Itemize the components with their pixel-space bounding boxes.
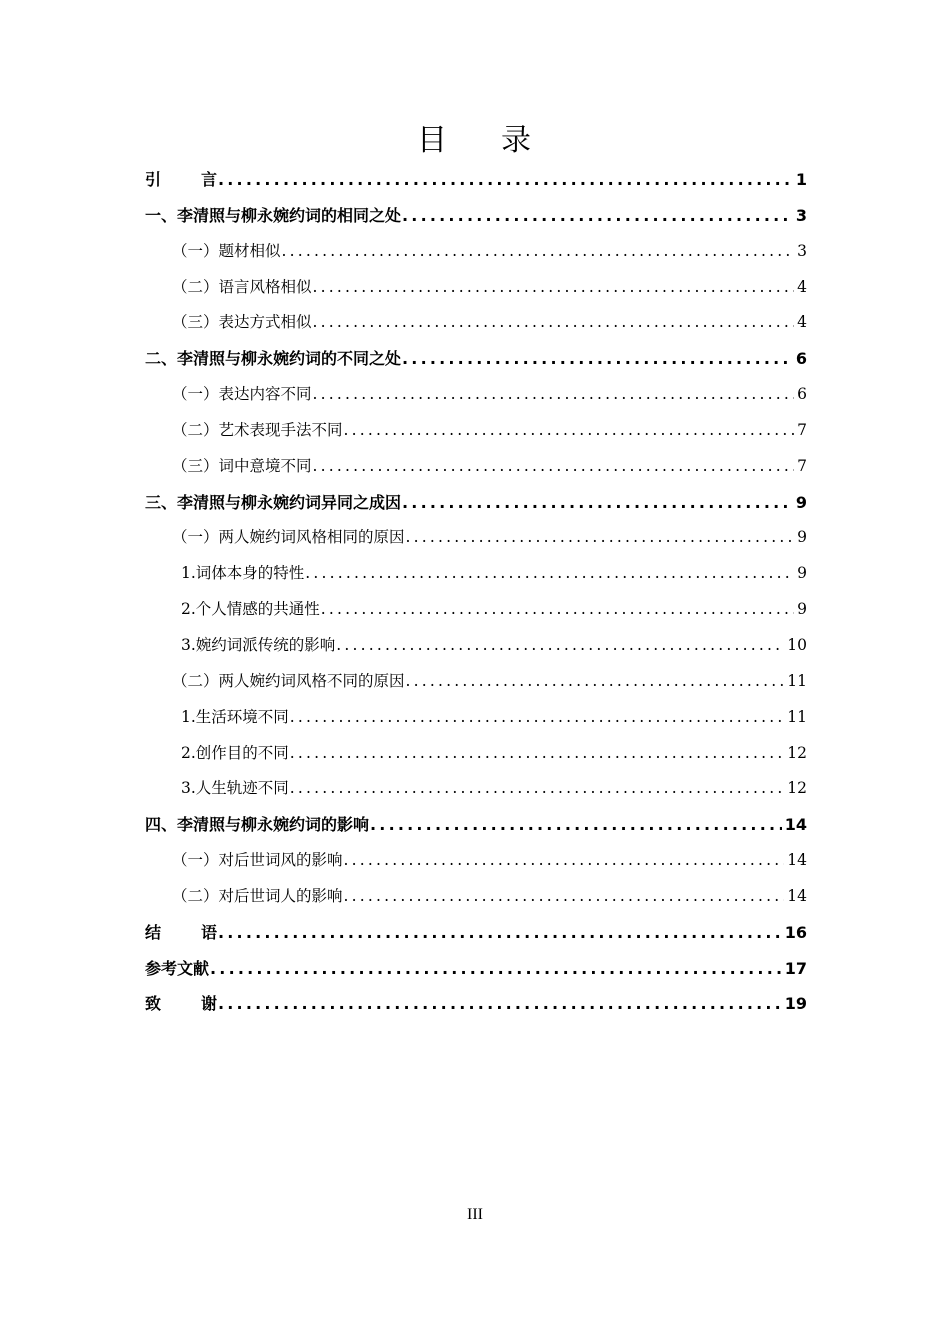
toc-entry[interactable] [145, 556, 807, 592]
toc-entry[interactable] [145, 951, 807, 987]
dot-leader [344, 843, 785, 879]
toc-entry-label-char: 语 [200, 922, 217, 942]
dot-leader [402, 485, 793, 521]
toc-entry-page-number: 11 [787, 671, 807, 690]
toc-entry-label [145, 986, 217, 1022]
toc-entry-page-number: 16 [784, 922, 807, 942]
toc-entry-label-char: 引 [145, 170, 162, 189]
toc-entry-label: 1.生活环境不同 [181, 707, 289, 726]
toc-entry-label-char: 言 [200, 170, 217, 189]
toc-entry-page-number: 9 [795, 492, 807, 512]
dot-leader [290, 700, 784, 736]
title-char-1: 目 [417, 123, 449, 158]
toc-entry-label: （一）表达内容不同 [172, 385, 312, 404]
toc-entry[interactable] [145, 664, 807, 700]
toc-entry[interactable] [145, 879, 807, 915]
dot-leader [218, 986, 782, 1022]
toc-entry-page-number: 9 [797, 528, 807, 547]
toc-entry-label: （三）词中意境不同 [172, 456, 312, 475]
dot-leader [290, 771, 784, 807]
toc-entry[interactable] [145, 915, 807, 951]
toc-entry-page-number: 19 [784, 994, 807, 1014]
toc-entry[interactable] [145, 485, 807, 521]
toc-entry-label-char: 谢 [200, 994, 217, 1014]
dot-leader [218, 915, 782, 951]
dot-leader [290, 736, 784, 772]
dot-leader [313, 305, 795, 341]
toc-entry-page-number: 12 [787, 779, 807, 798]
toc-entry-label: （二）对后世词人的影响 [172, 886, 343, 905]
toc-entry-page-number: 1 [795, 170, 807, 189]
toc-entry[interactable] [145, 162, 807, 198]
toc-entry[interactable] [145, 736, 807, 772]
dot-leader [321, 592, 794, 628]
toc-entry[interactable] [145, 234, 807, 270]
toc-entry[interactable] [145, 986, 807, 1022]
toc-entry-label: 1.词体本身的特性 [181, 564, 305, 583]
toc-entry-page-number: 9 [797, 600, 807, 619]
toc-entry-page-number: 3 [795, 205, 807, 225]
toc-entry-label: （二）两人婉约词风格不同的原因 [172, 671, 405, 690]
toc-entry-page-number: 7 [797, 456, 807, 475]
toc-entry[interactable] [145, 377, 807, 413]
dot-leader [282, 234, 795, 270]
toc-entry[interactable] [145, 270, 807, 306]
toc-entry-label: （二）艺术表现手法不同 [172, 420, 343, 439]
toc-entry-label: 3.人生轨迹不同 [181, 779, 289, 798]
toc-entry-page-number: 6 [795, 349, 807, 369]
toc-entry-label: 2.个人情感的共通性 [181, 600, 320, 619]
toc-entry[interactable] [145, 198, 807, 234]
dot-leader [313, 377, 795, 413]
dot-leader [406, 664, 785, 700]
toc-entry[interactable] [145, 771, 807, 807]
dot-leader [313, 270, 795, 306]
toc-entry-label: （三）表达方式相似 [172, 313, 312, 332]
toc-entry[interactable] [145, 700, 807, 736]
toc-entry-label: （一）两人婉约词风格相同的原因 [172, 528, 405, 547]
toc-entry-page-number: 6 [797, 385, 807, 404]
dot-leader [218, 162, 793, 198]
toc-entry-page-number: 14 [784, 815, 807, 835]
toc-entry-page-number: 12 [787, 743, 807, 762]
dot-leader [402, 341, 793, 377]
toc-entry[interactable] [145, 592, 807, 628]
toc-entry-label: （一）对后世词风的影响 [172, 851, 343, 870]
toc-entry-label-char: 致 [145, 994, 162, 1014]
toc-entry[interactable] [145, 449, 807, 485]
toc-entry-label [145, 162, 217, 198]
dot-leader [336, 628, 784, 664]
toc-entry-label-char: 结 [145, 922, 162, 942]
toc-entry-label: 四、李清照与柳永婉约词的影响 [145, 815, 370, 835]
toc-entry-page-number: 7 [797, 420, 807, 439]
toc-entry[interactable] [145, 341, 807, 377]
toc-entry[interactable] [145, 807, 807, 843]
toc-entry-page-number: 10 [787, 635, 807, 654]
table-of-contents [145, 162, 807, 1022]
toc-entry-label: 三、李清照与柳永婉约词异同之成因 [145, 492, 402, 512]
dot-leader [305, 556, 794, 592]
toc-entry-label: 一、李清照与柳永婉约词的相同之处 [145, 205, 402, 225]
toc-entry-page-number: 14 [787, 886, 807, 905]
page-title [0, 121, 950, 161]
toc-entry-page-number: 3 [797, 241, 807, 260]
toc-entry[interactable] [145, 520, 807, 556]
toc-entry[interactable] [145, 413, 807, 449]
toc-entry-label: （一）题材相似 [172, 241, 281, 260]
toc-entry-label [145, 915, 217, 951]
toc-entry-page-number: 4 [797, 313, 807, 332]
dot-leader [344, 413, 795, 449]
toc-entry-label: 参考文献 [145, 958, 210, 978]
toc-entry[interactable] [145, 305, 807, 341]
toc-entry-page-number: 4 [797, 277, 807, 296]
toc-entry-label: 二、李清照与柳永婉约词的不同之处 [145, 349, 402, 369]
toc-entry-label: 2.创作目的不同 [181, 743, 289, 762]
dot-leader [344, 879, 785, 915]
page-number: III [467, 1206, 483, 1223]
toc-entry-page-number: 14 [787, 851, 807, 870]
toc-entry-label: （二）语言风格相似 [172, 277, 312, 296]
toc-entry-page-number: 11 [787, 707, 807, 726]
toc-entry[interactable] [145, 628, 807, 664]
toc-entry-label: 3.婉约词派传统的影响 [181, 635, 336, 654]
dot-leader [406, 520, 795, 556]
dot-leader [210, 951, 782, 987]
dot-leader [370, 807, 782, 843]
toc-entry-page-number: 9 [797, 564, 807, 583]
dot-leader [402, 198, 793, 234]
title-char-2: 录 [501, 123, 533, 158]
dot-leader [313, 449, 795, 485]
toc-entry-page-number: 17 [784, 958, 807, 978]
toc-entry[interactable] [145, 843, 807, 879]
